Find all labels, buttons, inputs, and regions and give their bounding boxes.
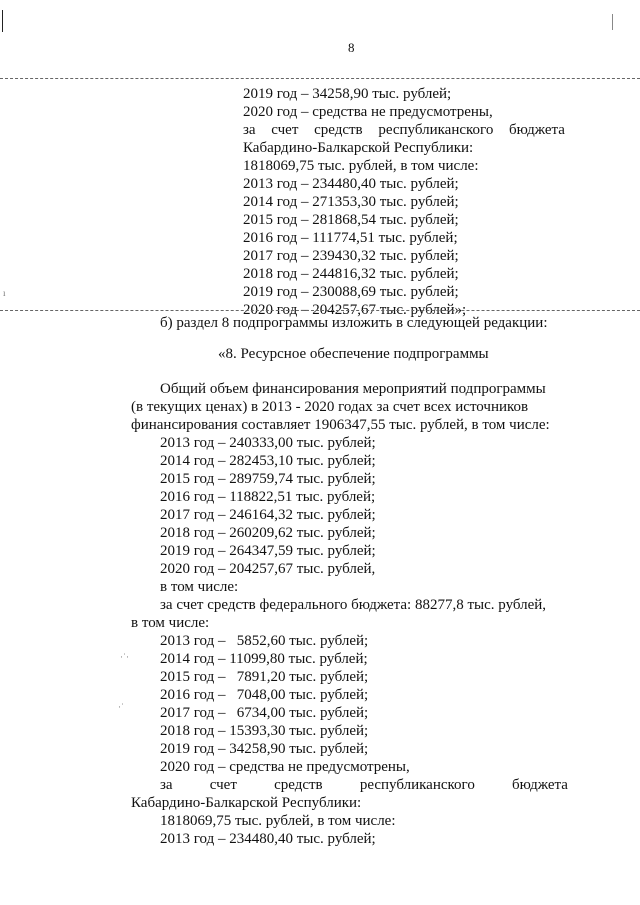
scan-margin-mark — [612, 14, 613, 30]
paragraph-line: Общий объем финансирования мероприятий подпрограммы — [160, 381, 546, 397]
word: бюджета — [512, 777, 568, 793]
text-line: 2019 год – 34258,90 тыс. рублей; — [243, 86, 452, 102]
year-line: 2018 год – 15393,30 тыс. рублей; — [160, 723, 369, 739]
paragraph-line: финансирования составляет 1906347,55 тыс. рублей, в том числе: — [131, 417, 550, 433]
text-line: в том числе: — [131, 615, 210, 631]
text-line: 2019 год – 230088,69 тыс. рублей; — [243, 284, 459, 300]
year-line: 2016 год – 118822,51 тыс. рублей; — [160, 489, 376, 505]
year-line: 2017 год – 6734,00 тыс. рублей; — [160, 705, 369, 721]
text-line: 2014 год – 271353,30 тыс. рублей; — [243, 194, 459, 210]
page-number: 8 — [348, 40, 355, 55]
text-line: 2020 год – средства не предусмотрены, — [243, 104, 493, 120]
paragraph-line: (в текущих ценах) в 2013 - 2020 годах за счет всех источников — [131, 399, 529, 415]
word: счет — [271, 122, 299, 138]
year-line: 2014 год – 11099,80 тыс. рублей; — [160, 651, 368, 667]
year-line: 2020 год – 204257,67 тыс. рублей, — [160, 561, 376, 577]
year-line: 2020 год – средства не предусмотрены, — [160, 759, 410, 775]
year-line: 2015 год – 7891,20 тыс. рублей; — [160, 669, 369, 685]
justified-line — [243, 121, 565, 139]
text-line: в том числе: — [160, 579, 239, 595]
text-line: 2017 год – 239430,32 тыс. рублей; — [243, 248, 459, 264]
justified-line — [160, 776, 568, 794]
scan-speck: ·˙ — [118, 702, 124, 712]
year-line: 2017 год – 246164,32 тыс. рублей; — [160, 507, 376, 523]
section-heading: «8. Ресурсное обеспечение подпрограммы — [218, 346, 489, 362]
year-line: 2013 год – 5852,60 тыс. рублей; — [160, 633, 369, 649]
item-b: б) раздел 8 подпрограммы изложить в следующей редакции: — [160, 315, 548, 331]
scan-margin-mark — [2, 10, 3, 32]
text-line: 2013 год – 234480,40 тыс. рублей; — [243, 176, 459, 192]
scan-speck: ·˙· — [120, 652, 129, 662]
text-line: 2020 год – 204257,67 тыс. рублей»; — [243, 302, 467, 318]
word: республиканского — [378, 122, 494, 138]
text-line: 2013 год – 234480,40 тыс. рублей; — [160, 831, 376, 847]
text-line: 2018 год – 244816,32 тыс. рублей; — [243, 266, 459, 282]
text-line: Кабардино-Балкарской Республики: — [131, 795, 362, 811]
cut-line-top — [0, 78, 640, 79]
text-line: 2016 год – 111774,51 тыс. рублей; — [243, 230, 458, 246]
word: счет — [209, 777, 237, 793]
cut-line-bottom — [0, 310, 640, 311]
text-line: Кабардино-Балкарской Республики: — [243, 140, 474, 156]
word: бюджета — [509, 122, 565, 138]
word: республиканского — [359, 777, 475, 793]
year-line: 2013 год – 240333,00 тыс. рублей; — [160, 435, 376, 451]
year-line: 2016 год – 7048,00 тыс. рублей; — [160, 687, 369, 703]
word: средств — [314, 122, 363, 138]
year-line: 2019 год – 264347,59 тыс. рублей; — [160, 543, 376, 559]
word: средств — [274, 777, 323, 793]
text-line: 2015 год – 281868,54 тыс. рублей; — [243, 212, 459, 228]
scan-speck: ı — [3, 288, 6, 298]
year-line: 2014 год – 282453,10 тыс. рублей; — [160, 453, 376, 469]
word: за — [160, 777, 173, 793]
year-line: 2019 год – 34258,90 тыс. рублей; — [160, 741, 369, 757]
year-line: 2015 год – 289759,74 тыс. рублей; — [160, 471, 376, 487]
year-line: 2018 год – 260209,62 тыс. рублей; — [160, 525, 376, 541]
text-line: 1818069,75 тыс. рублей, в том числе: — [243, 158, 479, 174]
word: за — [243, 122, 256, 138]
text-line: 1818069,75 тыс. рублей, в том числе: — [160, 813, 396, 829]
federal-line: за счет средств федерального бюджета: 88277,8 тыс. рублей, — [160, 597, 547, 613]
